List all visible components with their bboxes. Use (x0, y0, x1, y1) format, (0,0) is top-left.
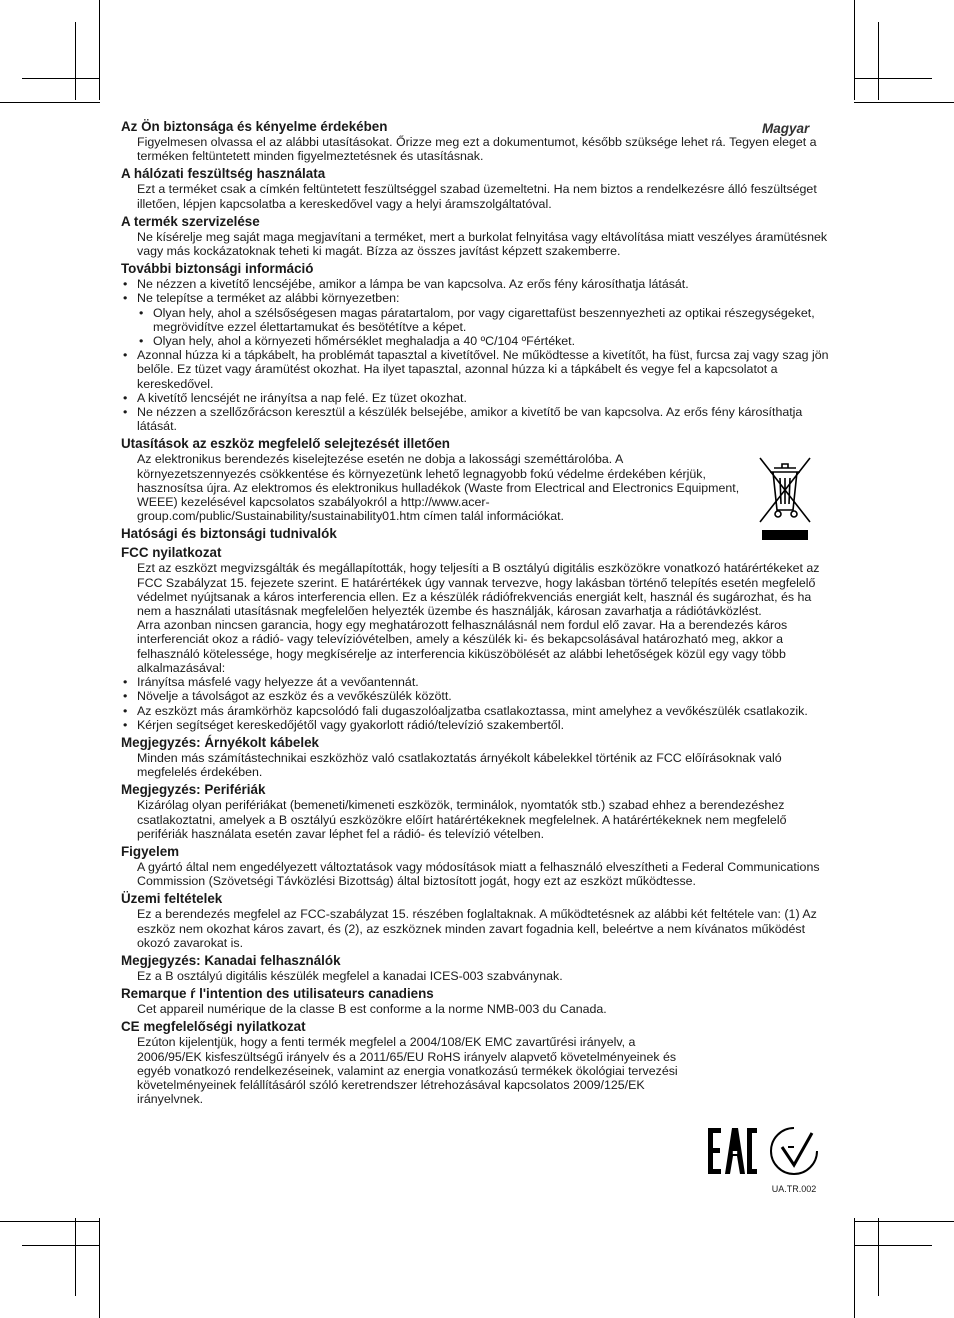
crop-mark (854, 0, 855, 100)
list-item: • A kivetítő lencséjét ne irányítsa a nap felé. Ez tüzet okozhat. (121, 391, 831, 405)
crop-mark (99, 1218, 100, 1318)
crop-mark (878, 1218, 879, 1296)
list-item: • Ne telepítse a terméket az alábbi környezetben: (121, 291, 831, 305)
section-heading: Megjegyzés: Kanadai felhasználók (121, 952, 341, 968)
section-paragraph: Az elektronikus berendezés kiselejtezése esetén ne dobja a lakossági szeméttárolóba. A környezetszennyezés csökkentése és környezetünk lehető legnagyobb fokú védelme érdekében kérjük, hasznosítsa újra. Az elektromos és elektronikus hulladékok (Waste from Electrical and Electronics Equipment, WEEE) kezelésével kapcsolatos szabályokról a http://www.acer-group.com/public/Sustainability/sustainability01.htm címen talál információkat. (137, 452, 740, 524)
list-item: • Kérjen segítséget kereskedőjétől vagy gyakorlott rádió/televízió szakembertől. (121, 718, 831, 732)
language-label: Magyar (762, 121, 810, 136)
list-item: • Növelje a távolságot az eszköz és a vevőkészülék között. (121, 689, 831, 703)
list-item: • Ne nézzen a szellőzőrácson keresztül a készülék belsejébe, amikor a kivetítő be van kapcsolva. Az erős fény károsíthatja látását. (121, 405, 831, 433)
fcc-list (121, 675, 831, 732)
ua-mark-label: UA.TR.002 (771, 1184, 817, 1194)
section-heading: Megjegyzés: Perifériák (121, 782, 266, 798)
crop-mark (22, 78, 100, 79)
section-paragraph: Kizárólag olyan perifériákat (bemeneti/kimeneti eszközök, terminálok, nyomtatók stb.) szabad ehhez a berendezéshez csatlakoztatni, amelyek a B osztályú eszközökre előírt határértékeknek megfelelnek. A határértékeknek nem megfelelő perifériák használata esetén zavar léphet fel a rádió- és televízió vételben. (137, 798, 787, 841)
list-item: • Irányítsa másfelé vagy helyezze át a vevőantennát. (121, 675, 831, 689)
crossed-out-wheelie-bin-icon (756, 452, 814, 542)
crop-mark (854, 1218, 855, 1318)
section-paragraph: A gyártó által nem engedélyezett változtatások vagy módosítások miatt a felhasználó elveszítheti a Federal Communications Commission (Szövetségi Távközlési Bizottság) által biztosított jogát, hogy ezt az eszközt működtesse. (137, 859, 820, 889)
list-item: • Olyan hely, ahol a környezeti hőmérséklet meghaladja a 40 ºC/104 ºFértéket. (137, 334, 831, 348)
section-paragraph: Ez a berendezés megfelel az FCC-szabályzat 15. részében foglaltaknak. A működtetésnek az alábbi két feltétele van: (1) Az eszköz nem okozhat káros zavart, és (2), az eszköznek minden zavart fogadnia kell, beleértve a nem kívánatos működést okozó zavarokat is. (137, 907, 817, 950)
list-item: • Az eszközt más áramkörhöz kapcsolódó fali dugaszolóaljzatba csatlakoztassa, mint amelyhez a vevőkészülék csatlakozik. (121, 704, 831, 718)
section-paragraph: Ez a B osztályú digitális készülék megfelel a kanadai ICES-003 szabványnak. (137, 968, 563, 983)
section-paragraph: Ne kísérelje meg saját maga megjavítani a terméket, mert a burkolat felnyitása vagy eltávolítása miatt veszélyes áramütésnek vagy más kockázatoknak teheti ki magát. Bízza az összes javítást képzett szakemberre. (137, 229, 828, 259)
section-heading: CE megfelelőségi nyilatkozat (121, 1019, 306, 1035)
crop-mark (0, 102, 100, 103)
section-paragraph: Cet appareil numérique de la classe B est conforme a la norme NMB-003 du Canada. (137, 1002, 607, 1017)
section-paragraph: Arra azonban nincsen garancia, hogy egy meghatározott felhasználásnál nem fordul elő zavar. Ha a berendezés káros interferenciát okoz a rádió- vagy televízióvételben, amely a készülék ki- és bekapcsolásával határozható meg, akkor a felhasználó kötelessége, hogy megkísérelje az interferencia kiküszöbölését az alábbi lehetőségek közül egy vagy több alkalmazásával: (137, 618, 788, 675)
crop-mark (854, 1245, 932, 1246)
section-heading: Utasítások az eszköz megfelelő selejtezését illetően (121, 436, 450, 452)
section-paragraph: Ezt az eszközt megvizsgálták és megállapították, hogy teljesíti a B osztályú digitális eszközökre vonatkozó határértékeket az FCC Szabályzat 15. fejezete szerint. E határértékek úgy vannak tervezve, hogy lakásban történő telepítés esetén megfelelő védelmet nyújtsanak a káros interferencia ellen. Ez a készülék rádiófrekvenciás energiát kelt, használ és sugározhat, és ha nem a használati utasításnak megfelelően helyezték üzembe és használják, károsan zavarhatja a rádiótávközlést. (137, 561, 820, 619)
eac-mark-icon (706, 1126, 758, 1176)
section-heading: Hatósági és biztonsági tudnivalók (121, 526, 337, 542)
section-paragraph: Ezt a terméket csak a címkén feltüntetett feszültséggel szabad üzemeltetni. Ha nem biztos a rendelkezésre álló feszültséget illetően, lépjen kapcsolatba a kereskedővel vagy a helyi áramszolgáltatóval. (137, 182, 817, 211)
list-item: • Azonnal húzza ki a tápkábelt, ha problémát tapasztal a kivetítővel. Ne működtesse a kivetítőt, ha füst, furcsa zaj vagy szag jön belőle. Ez tüzet vagy áramütést okozhat. Ha ilyet tapasztal, azonnal húzza ki a tápkábelt és vegye fel a kapcsolatot a kereskedővel. (121, 348, 831, 391)
section-heading: Megjegyzés: Árnyékolt kábelek (121, 734, 319, 750)
crop-mark (75, 1218, 76, 1296)
environment-sublist (121, 306, 831, 349)
section-heading: A hálózati feszültség használata (121, 166, 326, 182)
section-paragraph: Ezúton kijelentjük, hogy a fenti termék megfelel a 2004/108/EK EMC zavartűrési irányelv, a 2006/95/EK kisfeszültségű irányelv és a 2011/65/EU RoHS irányelv alapvető követelményeinek és egyéb vonatkozó rendelkezéseinek, valamint az energia vonatkozású termékek ökológiai tervezési követelményeinek felállításáról szóló keretrendszer létrehozásával kapcsolatos 2009/125/EK irányelvnek. (137, 1035, 678, 1107)
list-item: • Olyan hely, ahol a szélsőségesen magas páratartalom, por vagy cigarettafüst beszennyezheti az optikai részegységeket, megrövidítve ezzel élettartamukat és besötétítve a képet. (137, 306, 831, 334)
crop-mark (854, 78, 932, 79)
crop-mark (0, 1221, 100, 1222)
crop-mark (854, 1221, 954, 1222)
ua-conformity-mark-icon (766, 1125, 822, 1177)
section-paragraph: Figyelmesen olvassa el az alábbi utasításokat. Őrizze meg ezt a dokumentumot, később szüksége lehet rá. Tegyen eleget a terméken feltüntetett minden figyelmeztetésnek és utasításnak. (137, 135, 817, 164)
crop-mark (854, 102, 954, 103)
list-item: • Ne nézzen a kivetítő lencséjébe, amikor a lámpa be van kapcsolva. Az erős fény károsíthatja látását. (121, 277, 831, 291)
section-heading: Üzemi feltételek (121, 891, 223, 907)
section-heading: Remarque ŕ l'intention des utilisateurs canadiens (121, 986, 434, 1002)
document-body (121, 119, 831, 1106)
section-heading: További biztonsági információ (121, 261, 314, 277)
crop-mark (99, 0, 100, 100)
section-paragraph: Minden más számítástechnikai eszközhöz való csatlakoztatás árnyékolt kábelekkel történik az FCC előírásoknak való megfelelés érdekében. (137, 750, 782, 780)
section-heading: FCC nyilatkozat (121, 545, 222, 561)
crop-mark (75, 22, 76, 100)
section-heading: Figyelem (121, 843, 180, 859)
section-heading: A termék szervizelése (121, 213, 260, 229)
safety-list (121, 277, 831, 305)
section-heading: Az Ön biztonsága és kényelme érdekében (121, 119, 388, 134)
crop-mark (22, 1245, 100, 1246)
crop-mark (878, 22, 879, 100)
ua-conformity-mark (766, 1125, 822, 1194)
safety-list (121, 348, 831, 433)
